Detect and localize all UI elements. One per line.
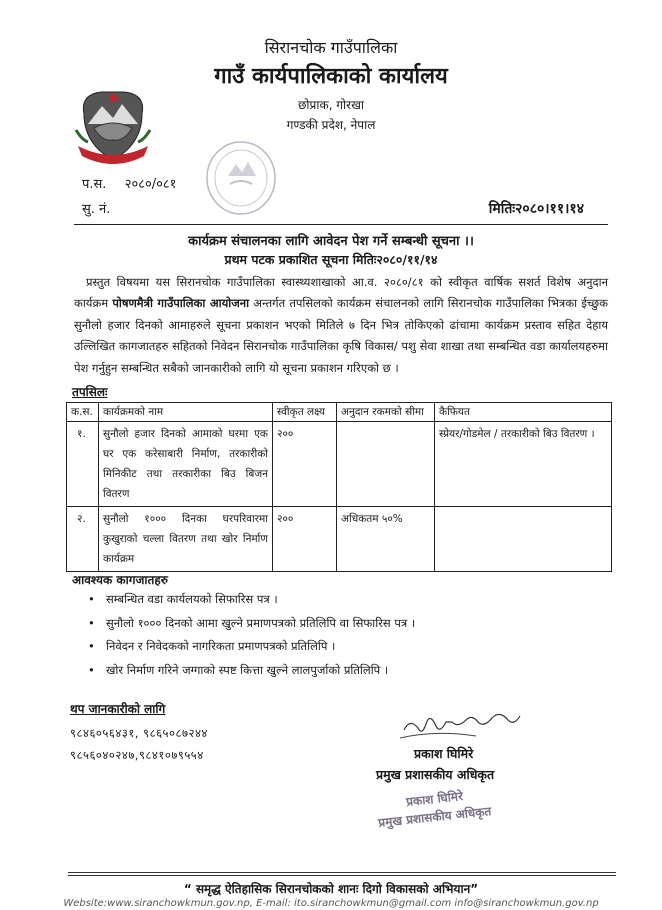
office-stamp-icon xyxy=(204,136,278,216)
notice-publish-date: प्रथम पटक प्रकाशित सूचना मितिः२०८०/११/१४ xyxy=(224,252,438,267)
col-header-limit: अनुदान रकमको सीमा xyxy=(337,403,435,422)
cell-program: सुनौलो १००० दिनका घरपरिवारमा कुखुराको चल्ला वितरण तथा खोर निर्माण कार्यक्रम xyxy=(99,507,273,572)
header-divider xyxy=(74,224,608,225)
cell-remarks: स्प्रेयर/गोडमेल / तरकारीको बिउ वितरण । xyxy=(435,422,612,507)
cell-sn: २. xyxy=(67,507,99,572)
phone-numbers-2: ९८५६०४०२४७,९८४१०७९५५४ xyxy=(70,748,204,762)
patra-sankhya-label: प.स. xyxy=(82,177,107,192)
contact-title: थप जानकारीको लागि xyxy=(70,702,166,716)
col-header-sn: क.स. xyxy=(67,403,99,422)
signatory-name: प्रकाश घिमिरे xyxy=(414,746,474,761)
col-header-remarks: कैफियत xyxy=(435,403,612,422)
cell-limit: अधिकतम ५०% xyxy=(337,507,435,572)
table-header-row xyxy=(67,403,612,422)
chalani-number: सु. नं. xyxy=(82,202,111,217)
cell-sn: १. xyxy=(67,422,99,507)
signatory-title: प्रमुख प्रशासकीय अधिकृत xyxy=(376,767,495,782)
footer-slogan: “ समृद्ध ऐतिहासिक सिरानचोकको शानः दिगो विकासको अभियान” xyxy=(183,882,479,896)
list-item: • निवेदन र निवेदकको नागरिकता प्रमाणपत्रको प्रतिलिपि । xyxy=(88,639,415,663)
footer-divider xyxy=(68,872,616,873)
table-row xyxy=(67,507,612,572)
cell-remarks xyxy=(435,507,612,572)
issue-date: मितिः२०८०।११।१४ xyxy=(488,201,584,217)
documents-title: आवश्यक कागजातहरु xyxy=(72,573,168,587)
list-item: • सुनौलो १००० दिनको आमा खुल्ने प्रमाणपत्रको प्रतिलिपि वा सिफारिस पत्र । xyxy=(88,616,415,640)
notice-body xyxy=(74,272,608,379)
table-caption: तपसिलः xyxy=(72,385,108,399)
address-line-2: गण्डकी प्रदेश, नेपाल xyxy=(286,118,376,132)
body-text-2: अन्तर्गत तपसिलको कार्यक्रम संचालनको लागि सिरानचोक गाउँपालिका भित्रका ईच्छुक सुनौलो हजार दिनको आमाहरुले सूचना प्रकाशन भएको मितिले ७ दिन भित्र तोकिएको ढांचामा कार्यक्रम प्रस्ताव सहित देहाय उल्लिखित कागजातहरु सहितको निवेदन सिरानचोक गाउँपालिका कृषि विकास/ पशु सेवा शाखा तथा सम्बन्धित वडा कार्यालयहरुमा पेश गर्नुहुन सम्बन्धित सबैको जानकारीको लागि यो सूचना प्रकाशन गरिएको छ । xyxy=(74,296,608,375)
municipality-name: सिरानचोक गाउँपालिका xyxy=(264,38,398,57)
patra-sankhya xyxy=(82,174,176,192)
patra-sankhya-value: २०८०/०८१ xyxy=(124,177,177,192)
notice-subject: कार्यक्रम संचालनका लागि आवेदन पेश गर्ने सम्बन्धी सूचना ।। xyxy=(188,234,474,249)
list-item: • सम्बन्धित वडा कार्यलयको सिफारिस पत्र । xyxy=(88,592,415,616)
body-text-bold: पोषणमैत्री गाउँपालिका आयोजना xyxy=(112,296,250,311)
address-line-1: छोप्राक, गोरखा xyxy=(298,98,364,112)
program-table xyxy=(66,402,612,572)
footer-website: Website:www.siranchowkmun.gov.np, E-mail: ito.siranchowkmun@gmail.com info@siranchowkmun.gov.np xyxy=(63,898,599,909)
table-row xyxy=(67,422,612,507)
col-header-target: स्वीकृत लक्ष्य xyxy=(273,403,337,422)
seal-name: प्रकाश घिमिरे xyxy=(405,789,464,809)
office-title: गाउँ कार्यपालिकाको कार्यालय xyxy=(214,64,448,89)
cell-target: २०० xyxy=(273,507,337,572)
cell-program: सुनौलो हजार दिनको आमाको घरमा एक घर एक करेसाबारी निर्माण, तरकारीको मिनिकीट तथा तरकारीका बिउ बिजन वितरण xyxy=(99,422,273,507)
phone-numbers-1: ९८४६०५६४३१, ९८६५०८७२४४ xyxy=(70,726,208,740)
col-header-program: कार्यक्रमको नाम xyxy=(99,403,273,422)
list-item: • खोर निर्माण गरिने जग्गाको स्पष्ट कित्ता खुल्ने लालपुर्जाको प्रतिलिपि । xyxy=(88,663,415,687)
body-text-1: प्रस्तुत विषयमा यस सिरानचोक गाउँपालिका स्वास्थ्यशाखाको आ.व. २०८०/८१ को स्वीकृत वार्षिक सशर्त विशेष अनुदान कार्यक्रम xyxy=(74,275,608,311)
footer-divider-inner xyxy=(68,875,616,876)
seal-title: प्रमुख प्रशासकीय अधिकृत xyxy=(377,804,492,830)
documents-list xyxy=(88,592,415,686)
signature-icon xyxy=(396,700,526,742)
nepal-emblem-icon xyxy=(72,84,154,168)
cell-limit xyxy=(337,422,435,507)
cell-target: २०० xyxy=(273,422,337,507)
